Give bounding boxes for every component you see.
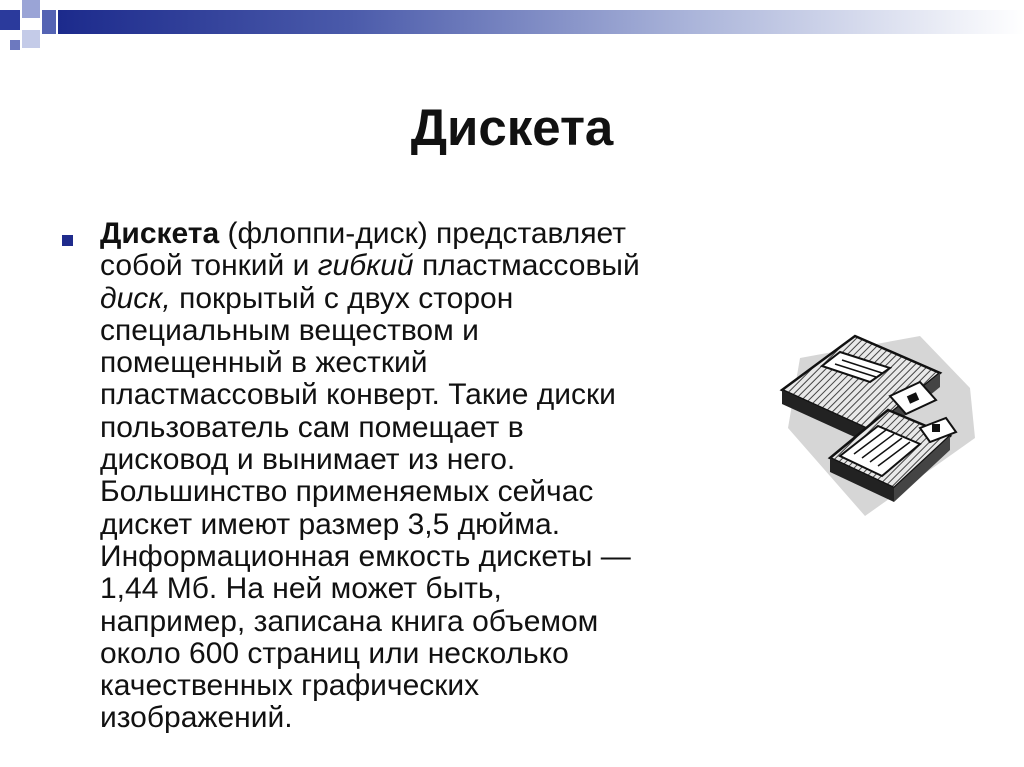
text-line: Дискета (флоппи-диск) представляет xyxy=(100,217,626,250)
text-line: помещенный в жесткий xyxy=(100,346,428,380)
header-gradient-band xyxy=(58,10,1024,34)
text-line: дискет имеют размер 3,5 дюйма. xyxy=(100,507,561,541)
text-line: Информационная емкость дискеты — xyxy=(100,539,631,573)
emphasis: диск, xyxy=(100,281,171,315)
decor-square xyxy=(42,10,56,34)
text-line: пластмассовый конверт. Такие диски xyxy=(100,378,616,412)
text-line: пользователь сам помещает в xyxy=(100,410,524,444)
text-line: изображений. xyxy=(100,701,293,735)
text-line: дисковод и вынимает из него. xyxy=(100,443,516,477)
slide-title: Дискета xyxy=(410,99,614,156)
text-line: например, записана книга объемом xyxy=(100,604,599,638)
emphasis: гибкий xyxy=(317,249,414,283)
decor-square xyxy=(22,0,40,18)
text-line: Большинство применяемых сейчас xyxy=(100,475,594,509)
decor-square xyxy=(22,30,40,48)
text-line: диск, покрытый с двух сторон xyxy=(100,281,514,315)
text-line: собой тонкий и гибкий пластмассовый xyxy=(100,249,640,283)
text-line: качественных графических xyxy=(100,669,480,703)
text-line: около 600 страниц или несколько xyxy=(100,636,569,670)
lead-term: Дискета xyxy=(100,217,220,250)
bullet-paragraph xyxy=(100,218,750,735)
bullet-square-icon xyxy=(62,235,73,246)
decor-square xyxy=(0,10,20,30)
decor-square xyxy=(10,40,20,50)
text-line: специальным веществом и xyxy=(100,313,479,347)
text-line: 1,44 Мб. На ней может быть, xyxy=(100,572,502,606)
floppy-disks-clipart-icon xyxy=(770,318,980,528)
